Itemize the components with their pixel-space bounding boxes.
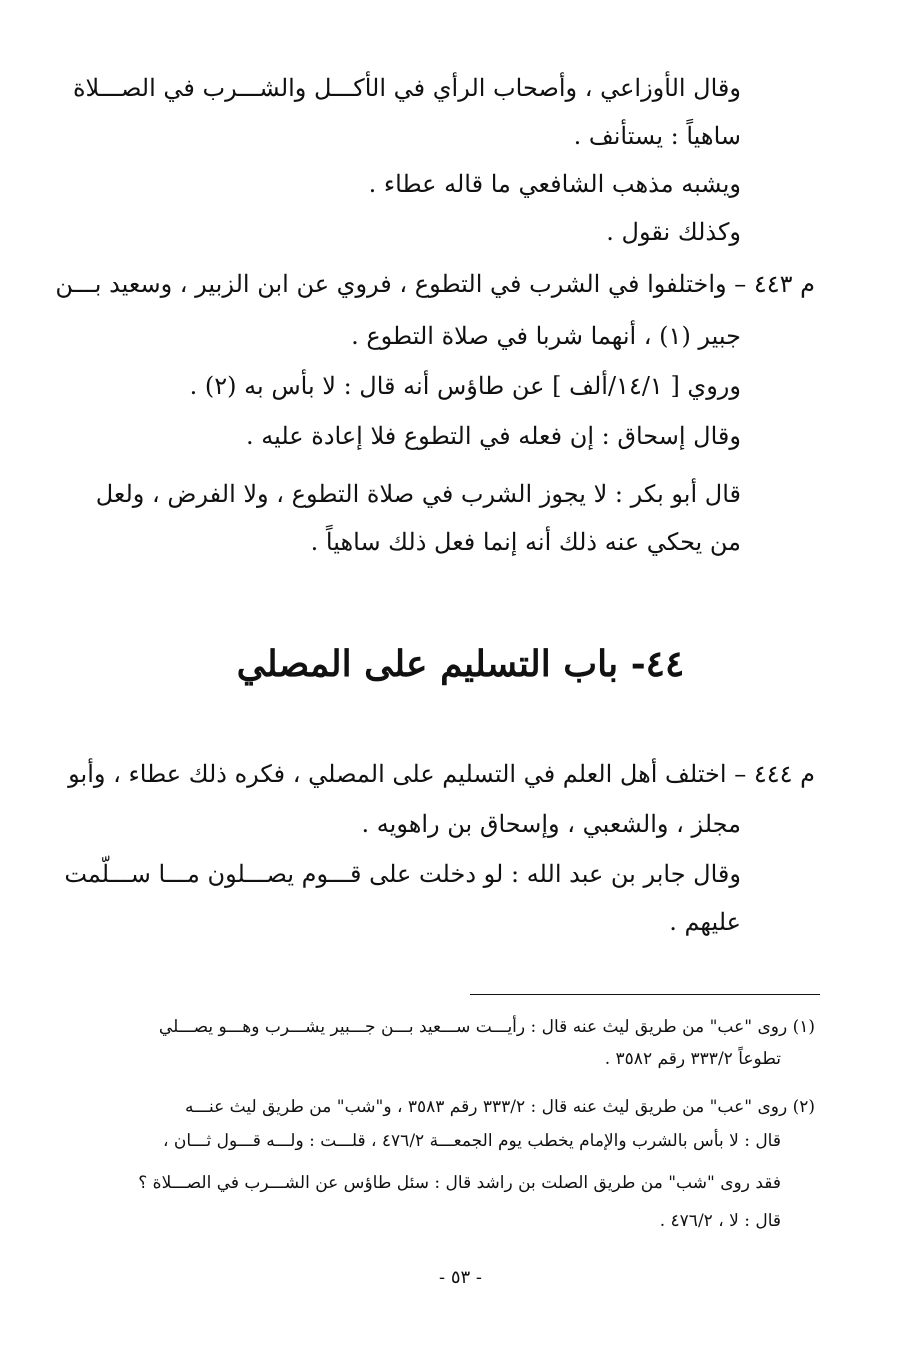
text-line: وقال الأوزاعي ، وأصحاب الرأي في الأكـــل والشـــرب في الصـــلاة xyxy=(72,74,741,102)
abu-bakr-line: قال أبو بكر : لا يجوز الشرب في صلاة التطوع ، ولا الفرض ، ولعل xyxy=(95,480,741,508)
text-line: ساهياً : يستأنف . xyxy=(573,122,741,150)
page-number: - ٥٣ - xyxy=(439,1267,482,1288)
chapter-heading: ٤٤- باب التسليم على المصلي xyxy=(236,643,685,685)
text-line: ويشبه مذهب الشافعي ما قاله عطاء . xyxy=(368,170,741,198)
masala-444-line: م ٤٤٤ – اختلف أهل العلم في التسليم على المصلي ، فكره ذلك عطاء ، وأبو xyxy=(68,760,815,788)
text-line: وقال جابر بن عبد الله : لو دخلت على قـــوم يصـــلون مـــا ســـلّمت xyxy=(64,860,741,888)
footnote-1: (١) روى "عب" من طريق ليث عنه قال : رأيـــت ســـعيد بـــن جـــبير يشـــرب وهـــو يصـــلي xyxy=(158,1017,815,1037)
footnote-separator xyxy=(470,994,820,995)
footnote-2-cont: قال : لا بأس بالشرب والإمام يخطب يوم الجمعـــة ٤٧٦/٢ ، قلـــت : ولـــه قـــول ثـــان ، xyxy=(163,1131,781,1151)
text-line: مجلز ، والشعبي ، وإسحاق بن راهويه . xyxy=(361,810,741,838)
text-line: وكذلك نقول . xyxy=(606,218,741,246)
footnote-2-cont: فقد روى "شب" من طريق الصلت بن راشد قال : سئل طاؤس عن الشـــرب في الصـــلاة ؟ xyxy=(138,1173,781,1193)
text-line: جبير (١) ، أنهما شربا في صلاة التطوع . xyxy=(351,322,741,350)
footnote-2-cont: قال : لا ، ٤٧٦/٢ . xyxy=(659,1211,781,1231)
text-line: عليهم . xyxy=(669,908,741,936)
text-line: وروي [ ١٤/١/ألف ] عن طاؤس أنه قال : لا بأس به (٢) . xyxy=(189,372,741,400)
footnote-2: (٢) روى "عب" من طريق ليث عنه قال : ٣٣٣/٢ رقم ٣٥٨٣ ، و"شب" من طريق ليث عنـــه xyxy=(184,1097,815,1117)
footnote-1-cont: تطوعاً ٣٣٣/٢ رقم ٣٥٨٢ . xyxy=(604,1049,781,1069)
masala-443-line: م ٤٤٣ – واختلفوا في الشرب في التطوع ، فروي عن ابن الزبير ، وسعيد بـــن xyxy=(55,270,815,298)
text-line: من يحكي عنه ذلك أنه إنما فعل ذلك ساهياً . xyxy=(310,528,741,556)
text-line: وقال إسحاق : إن فعله في التطوع فلا إعادة عليه . xyxy=(245,422,741,450)
